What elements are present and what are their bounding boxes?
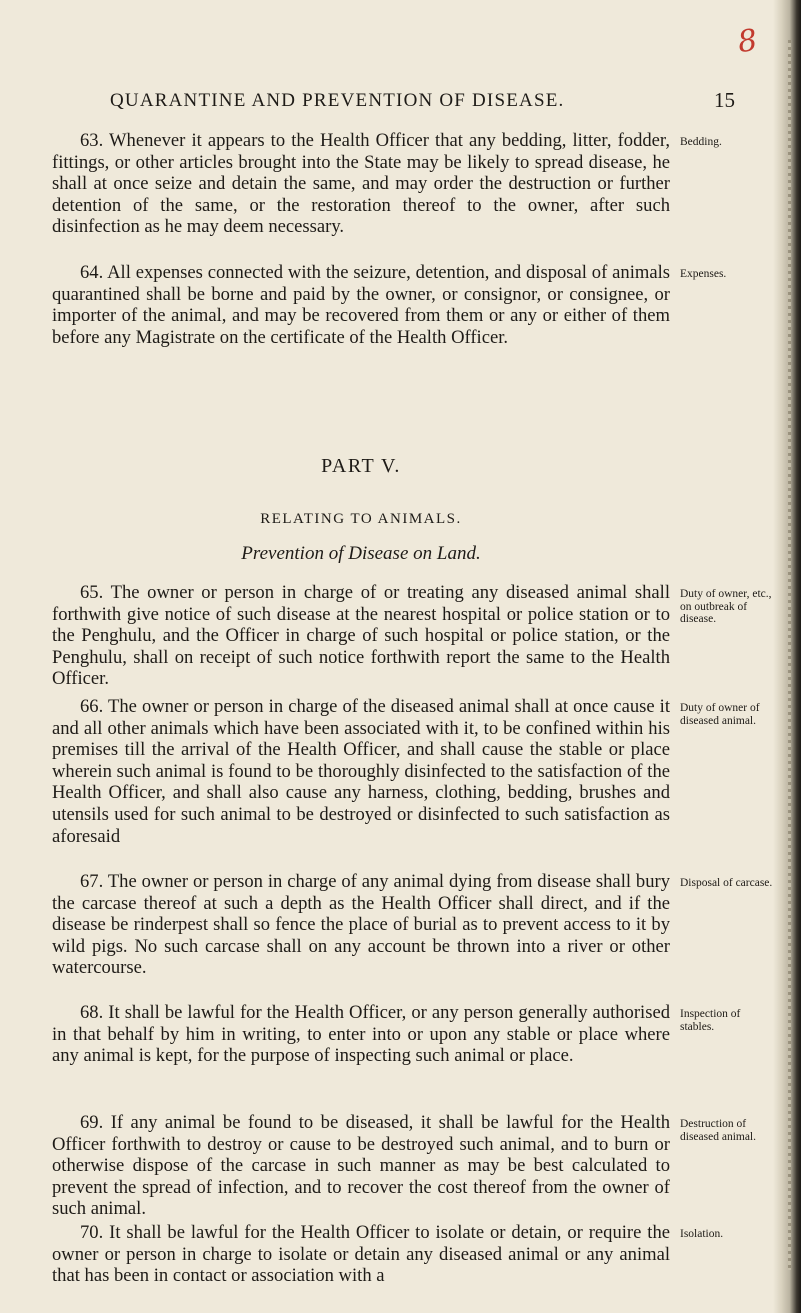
section-64 [52,262,670,348]
part-heading: PART V. [321,455,401,477]
section-number: 64. [80,262,104,283]
page-number: 15 [714,88,735,112]
margin-note-carcase: Disposal of carcase. [680,877,773,889]
section-68 [52,1002,670,1067]
section-number: 65. [80,582,104,603]
margin-note-isolation: Isolation. [680,1228,724,1240]
section-70 [52,1222,670,1287]
margin-note-bedding: Bedding. [680,136,722,148]
section-69 [52,1112,670,1220]
section-number: 67. [80,871,104,892]
section-number: 70. [80,1222,104,1243]
margin-note-duty-owner: Duty of owner, etc., on outbreak of disease. [680,588,772,625]
handwritten-corner-mark: 8 [735,22,760,61]
section-65 [52,582,670,690]
section-text: The owner or person in charge of any animal dying from disease shall bury the carcase thereof at such a depth as the Health Officer shall direct, and if the disease be rinderpest shall so fence the place of burial as to prevent access to it by wild pigs. No such carcase shall on any account be thrown into a river or other watercourse. [52,871,671,979]
section-text: Whenever it appears to the Health Officer that any bedding, litter, fodder, fittings, or other articles brought into the State may be likely to spread disease, he shall at once seize and detain the same, and may order the destruction or further detention of the same, or the restoration thereof to the owner, after such disinfection as he may deem necessary. [52,130,671,238]
margin-note-destruction: Destruction of diseased animal. [680,1118,757,1143]
section-text: It shall be lawful for the Health Officer, or any person generally authorised in that behalf by him in writing, to enter into or upon any stable or place where any animal is kept, for the purpose of inspecting such animal or place. [52,1002,670,1067]
page-binding-texture [788,40,791,1270]
part-subheading: Prevention of Disease on Land. [241,543,481,564]
page-header [110,88,735,114]
section-63 [52,130,670,238]
margin-note-inspection: Inspection of stables. [680,1008,741,1033]
relating-heading: RELATING TO ANIMALS. [260,511,462,527]
section-text: All expenses connected with the seizure, detention, and disposal of animals quarantined shall be borne and paid by the owner, or consignor, or consignee, or importer of the animal, and may be recovered from them or any or either of them before any Magistrate on the certificate of the Health Officer. [52,262,670,348]
section-number: 69. [80,1112,104,1133]
section-66 [52,696,670,847]
margin-note-expenses: Expenses. [680,268,727,280]
section-text: The owner or person in charge of or treating any diseased animal shall forthwith give notice of such disease at the nearest hospital or police station or to the Penghulu, and the Officer in charge of such hospital or police station, or the Penghulu, shall on receipt of such notice forthwith report the same to the Health Officer. [52,582,670,690]
margin-note-diseased-animal: Duty of owner of diseased animal. [680,702,760,727]
running-title: QUARANTINE AND PREVENTION OF DISEASE. [110,90,565,111]
section-text: If any animal be found to be diseased, it shall be lawful for the Health Officer forthwith to destroy or cause to be destroyed such animal, and to burn or otherwise dispose of the carcase in such manner as may be best calculated to prevent the spread of infection, and to recover the cost thereof from the owner of such animal. [52,1112,670,1220]
section-number: 68. [80,1002,104,1023]
section-67 [52,871,670,979]
section-text: It shall be lawful for the Health Officer to isolate or detain, or require the owner or person in charge to isolate or detain any diseased animal or any animal that has been in contact or association with a [52,1222,670,1287]
section-number: 66. [80,696,104,717]
section-number: 63. [80,130,104,151]
page-edge-shadow [773,0,801,1313]
section-text: The owner or person in charge of the diseased animal shall at once cause it and all other animals which have been associated with it, to be confined within his premises till the arrival of the Health Officer, and shall cause the stable or place wherein such animal is found to be thoroughly disinfected to the satisfaction of the Health Officer, and shall also cause any harness, clothing, bedding, brushes and utensils used for such animal to be destroyed or disinfected to such satisfaction as aforesaid [52,696,671,847]
